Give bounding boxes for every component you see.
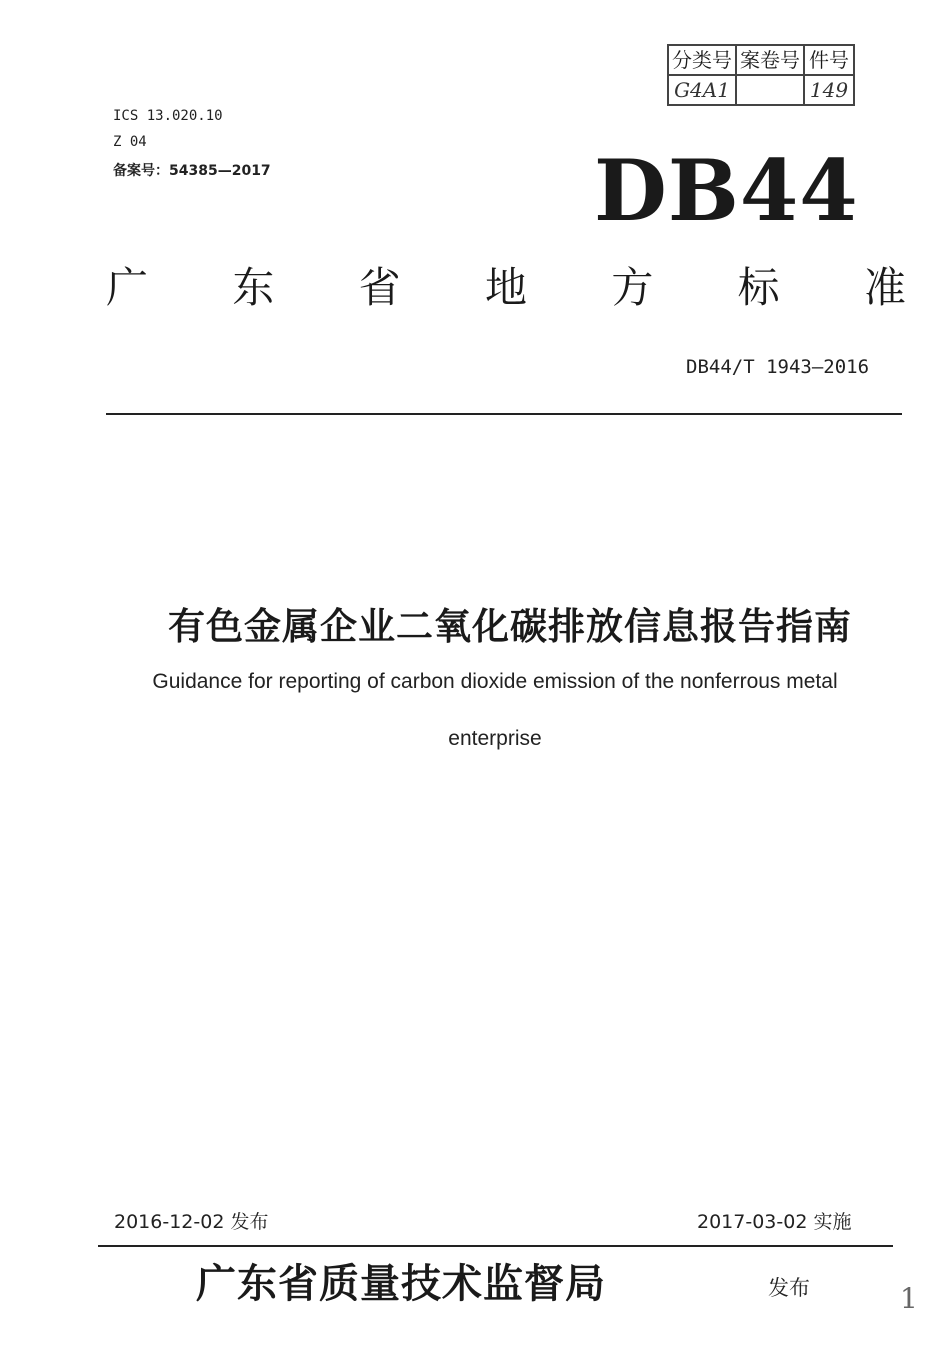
document-title-en-line1: Guidance for reporting of carbon dioxide emission of the nonferrous metal	[152, 670, 838, 693]
standard-code: DB44/T 1943—2016	[686, 356, 870, 378]
standard-type-char: 准	[863, 263, 906, 312]
stamp-value-category: G4A1	[668, 75, 736, 105]
issuer-name: 广东省质量技术监督局	[196, 1260, 606, 1307]
standard-type-char: 广	[106, 263, 149, 312]
top-divider	[106, 413, 902, 415]
ccs-code: Z 04	[113, 134, 147, 150]
standard-type-char: 方	[611, 263, 654, 312]
issuer-action: 发布	[768, 1276, 810, 1300]
filing-number: 备案号：54385—2017	[113, 163, 271, 179]
standard-type-char: 省	[358, 263, 401, 312]
archive-stamp	[667, 44, 855, 106]
stamp-header-volume: 案卷号	[736, 45, 804, 75]
ics-code: ICS 13.020.10	[113, 108, 223, 124]
stamp-header-category: 分类号	[668, 45, 736, 75]
document-title-cn: 有色金属企业二氧化碳排放信息报告指南	[168, 605, 852, 648]
bottom-divider	[98, 1245, 893, 1247]
standard-type-char: 地	[484, 263, 527, 312]
document-title-en-line2: enterprise	[448, 727, 542, 750]
stamp-header-item: 件号	[804, 45, 854, 75]
stamp-value-volume	[736, 75, 804, 105]
db44-logo: DB44	[594, 141, 859, 240]
implement-date: 2017-03-02 实施	[697, 1211, 852, 1233]
page-number: 1	[900, 1282, 918, 1315]
standard-type-char: 东	[232, 263, 275, 312]
standard-type	[106, 258, 906, 318]
standard-type-char: 标	[737, 263, 780, 312]
stamp-value-item: 149	[804, 75, 854, 105]
release-date: 2016-12-02 发布	[114, 1211, 269, 1233]
